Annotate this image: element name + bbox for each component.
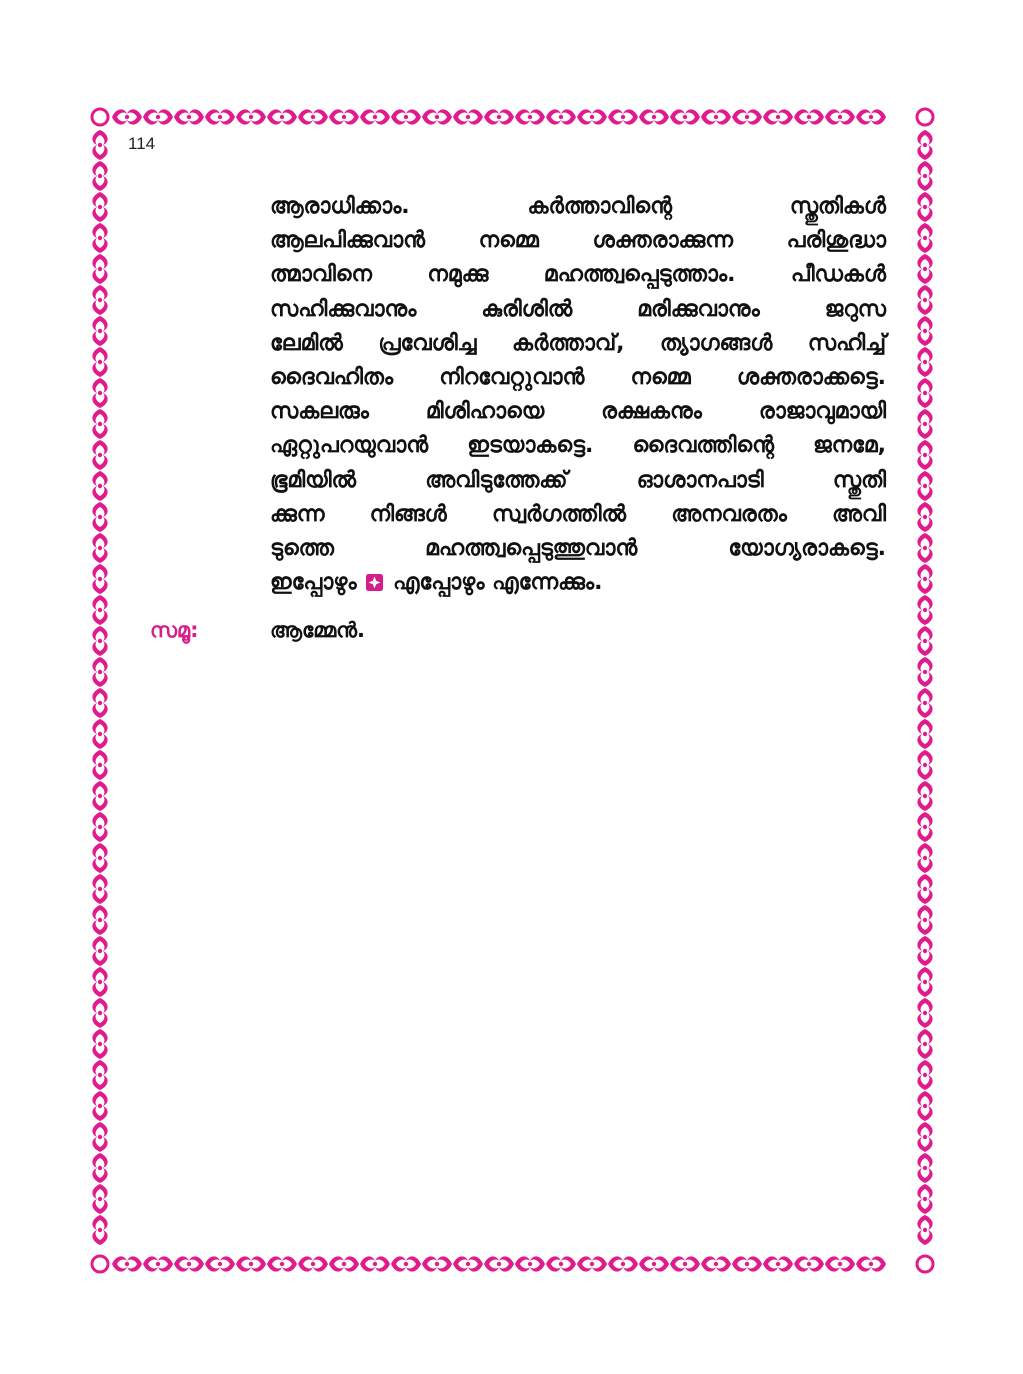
border-ornament (794, 1256, 824, 1271)
prayer-body (270, 190, 886, 600)
border-ornament (917, 967, 932, 997)
border-ornament (92, 502, 107, 532)
border-ornament (92, 130, 107, 160)
border-ornament (856, 109, 886, 124)
border-ornament (670, 109, 700, 124)
border-ornament (329, 109, 359, 124)
border-ornament (92, 533, 107, 563)
border-ornament (917, 1153, 932, 1183)
border-ornament (422, 1256, 452, 1271)
border-ornament (92, 812, 107, 842)
prayer-final-line (270, 566, 886, 600)
border-ornament (515, 109, 545, 124)
border-ornament (917, 192, 932, 222)
border-ornament (701, 109, 731, 124)
border-ornament (917, 347, 932, 377)
border-ornament (92, 1184, 107, 1214)
border-ornament (639, 109, 669, 124)
border-ornament (546, 109, 576, 124)
border-ornament (92, 595, 107, 625)
border-ornament (453, 109, 483, 124)
border-ornament (577, 109, 607, 124)
border-ornament (917, 409, 932, 439)
border-ornament (917, 688, 932, 718)
border-ornament (391, 109, 421, 124)
border-ornament (92, 1029, 107, 1059)
border-ornament (92, 316, 107, 346)
border-left-column (92, 130, 107, 1245)
cross-icon (366, 574, 383, 591)
border-ornament (484, 109, 514, 124)
border-ornament (701, 1256, 731, 1271)
prayer-line: ദൈവഹിതം നിറവേറ്റുവാൻ നമ്മെ ശക്തരാക്കട്ടെ. (270, 364, 886, 390)
border-ornament (92, 657, 107, 687)
prayer-final-text-start: ഇപ്പോഴും (270, 570, 357, 596)
border-ornament (391, 1256, 421, 1271)
border-ornament (917, 1122, 932, 1152)
border-ornament (917, 1091, 932, 1121)
border-ornament (92, 161, 107, 191)
border-ornament (92, 1215, 107, 1245)
response-text: ആമ്മേൻ. (270, 618, 366, 642)
border-ornament (577, 1256, 607, 1271)
border-bottom-row (112, 1256, 886, 1271)
border-ornament (515, 1256, 545, 1271)
border-ornament (917, 657, 932, 687)
border-ornament (92, 998, 107, 1028)
prayer-line: ആരാധിക്കാം. കർത്താവിന്റെ സ്തുതികൾ (270, 194, 886, 219)
border-ornament (917, 223, 932, 253)
border-ornament (917, 1029, 932, 1059)
border-ornament (917, 471, 932, 501)
border-ornament (92, 874, 107, 904)
border-ornament (112, 1256, 142, 1271)
border-ornament (732, 109, 762, 124)
border-ornament (422, 109, 452, 124)
border-ornament (917, 1215, 932, 1245)
border-ornament (639, 1256, 669, 1271)
border-ornament (917, 874, 932, 904)
border-ornament (917, 626, 932, 656)
border-ornament (917, 316, 932, 346)
border-ornament (92, 626, 107, 656)
border-ornament (360, 109, 390, 124)
border-ornament (92, 1153, 107, 1183)
prayer-line: ലേമിൽ പ്രവേശിച്ച കർത്താവ്, ത്യാഗങ്ങൾ സഹിച്ച് (270, 330, 886, 356)
border-ornament (174, 1256, 204, 1271)
border-ornament (917, 254, 932, 284)
border-ornament (917, 502, 932, 532)
border-ornament (917, 936, 932, 966)
border-ornament (92, 285, 107, 315)
border-ornament (917, 750, 932, 780)
border-ornament (917, 378, 932, 408)
border-ornament (329, 1256, 359, 1271)
prayer-line: സകലരും മിശിഹായെ രക്ഷകനും രാജാവുമായി (270, 399, 886, 425)
border-ornament (92, 347, 107, 377)
border-ornament (267, 109, 297, 124)
border-ornament (205, 1256, 235, 1271)
prayer-line: ആലപിക്കുവാൻ നമ്മെ ശക്തരാക്കുന്ന പരിശുദ്ധാ (270, 228, 886, 254)
prayer-line: ഏറ്റുപറയുവാൻ ഇടയാകട്ടെ. ദൈവത്തിന്റെ ജനമേ, (270, 433, 886, 459)
prayer-line: ത്മാവിനെ നമുക്കു മഹത്ത്വപ്പെടുത്താം. പീഡകൾ (270, 262, 886, 288)
border-ornament (794, 109, 824, 124)
border-right-column (917, 130, 932, 1245)
border-ornament (670, 1256, 700, 1271)
border-ornament (763, 1256, 793, 1271)
border-ornament (92, 1060, 107, 1090)
border-ornament (92, 440, 107, 470)
border-ornament (484, 1256, 514, 1271)
border-ornament (112, 109, 142, 124)
border-ornament (298, 1256, 328, 1271)
border-ornament (92, 688, 107, 718)
border-ornament (917, 905, 932, 935)
border-ornament (205, 109, 235, 124)
response-label: സമൂ: (150, 618, 199, 642)
border-ornament (92, 471, 107, 501)
border-ornament (298, 109, 328, 124)
border-ornament (825, 1256, 855, 1271)
prayer-line: സഹിക്കുവാനും കുരിശിൽ മരിക്കുവാനും ജറുസ (270, 296, 886, 322)
border-ornament (917, 161, 932, 191)
border-ornament (917, 719, 932, 749)
page-number: 114 (128, 134, 156, 153)
border-ornament (917, 130, 932, 160)
border-ornament (608, 109, 638, 124)
border-ornament (917, 1184, 932, 1214)
border-ornament (917, 285, 932, 315)
border-ornament (917, 998, 932, 1028)
border-ornament (92, 905, 107, 935)
border-ornament (917, 843, 932, 873)
border-ornament (546, 1256, 576, 1271)
border-ornament (732, 1256, 762, 1271)
border-ornament (917, 595, 932, 625)
border-ornament (92, 1122, 107, 1152)
border-ornament (763, 109, 793, 124)
border-ornament (143, 1256, 173, 1271)
border-ornament (92, 378, 107, 408)
border-ornament (917, 781, 932, 811)
border-ornament (453, 1256, 483, 1271)
border-ornament (917, 440, 932, 470)
border-ornament (917, 564, 932, 594)
border-ornament (267, 1256, 297, 1271)
prayer-line: ക്കുന്ന നിങ്ങൾ സ്വർഗത്തിൽ അനവരതം അവി (270, 501, 886, 527)
border-ornament (236, 1256, 266, 1271)
border-ornament (92, 192, 107, 222)
border-ornament (360, 1256, 390, 1271)
prayer-line: ഭൂമിയിൽ അവിടുത്തേക്ക് ഓശാനപാടി സ്തുതി (270, 467, 886, 493)
border-ornament (92, 781, 107, 811)
border-ornament (92, 254, 107, 284)
border-ornament (143, 109, 173, 124)
prayer-line: ടുത്തെ മഹത്ത്വപ്പെടുത്തുവാൻ യോഗ്യരാകട്ടെ. (270, 535, 886, 561)
border-ornament (92, 843, 107, 873)
border-ornament (856, 1256, 886, 1271)
border-ornament (92, 750, 107, 780)
border-ornament (92, 223, 107, 253)
border-top-row (112, 109, 886, 124)
border-ornament (825, 109, 855, 124)
border-ornament (92, 564, 107, 594)
border-ornament (92, 967, 107, 997)
border-ornament (917, 812, 932, 842)
border-ornament (92, 1091, 107, 1121)
border-ornament (608, 1256, 638, 1271)
border-ornament (917, 533, 932, 563)
border-ornament (174, 109, 204, 124)
border-ornament (236, 109, 266, 124)
prayer-final-text-end: എപ്പോഴും എന്നേക്കും. (392, 570, 603, 596)
border-ornament (92, 409, 107, 439)
border-ornament (92, 719, 107, 749)
border-ornament (917, 1060, 932, 1090)
border-ornament (92, 936, 107, 966)
